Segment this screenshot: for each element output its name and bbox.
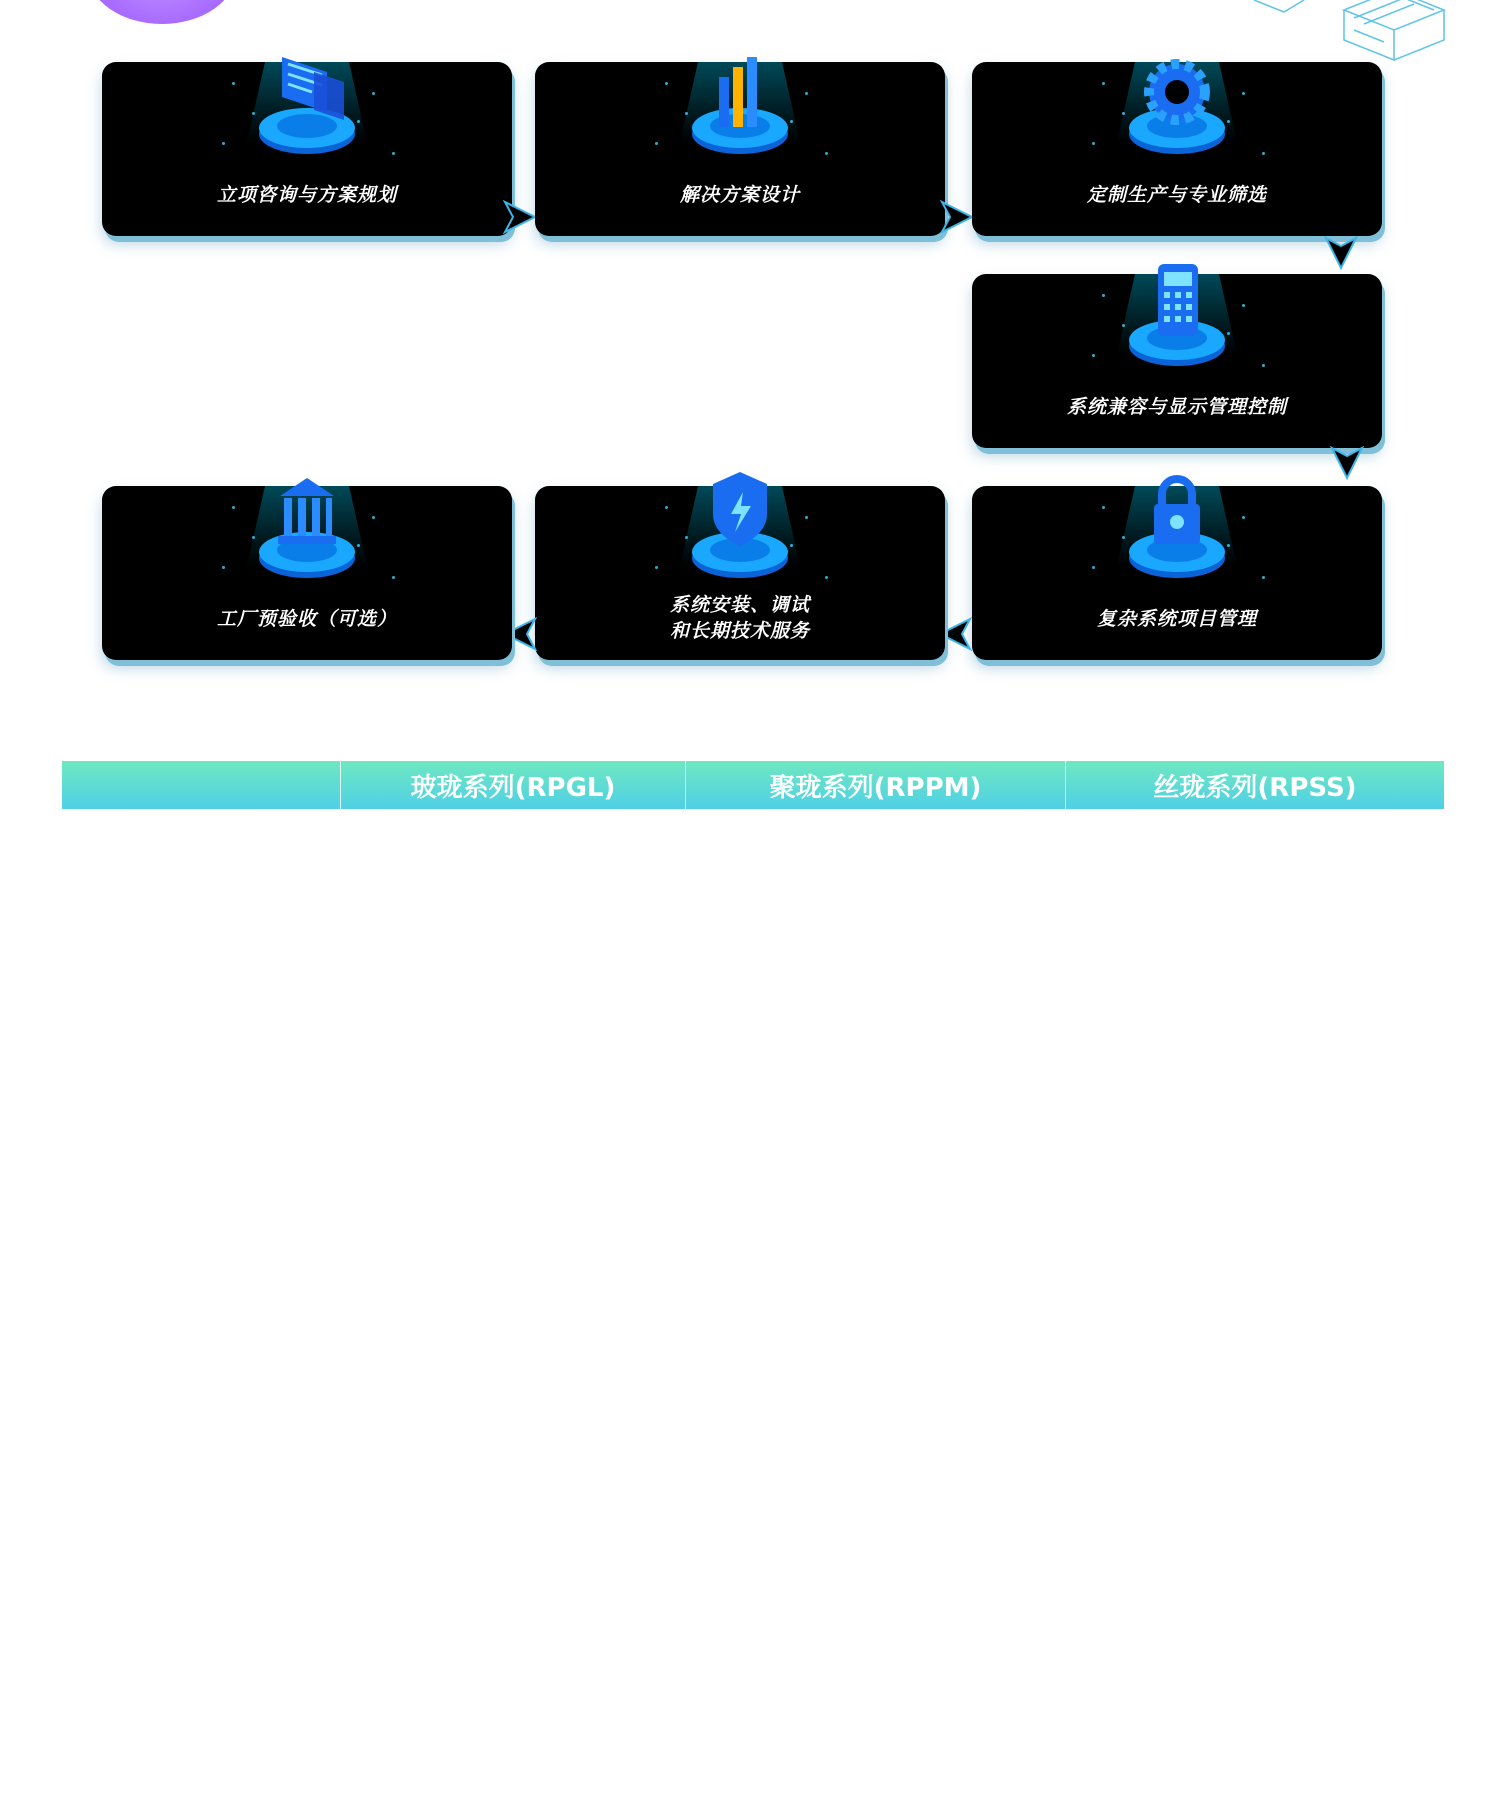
sparkle-dot xyxy=(790,120,793,123)
sparkle-dot xyxy=(1242,516,1245,519)
product-series-table-header xyxy=(62,761,1444,809)
sparkle-dot xyxy=(1102,294,1105,297)
sparkle-dot xyxy=(232,82,235,85)
sparkle-dot xyxy=(372,516,375,519)
sparkle-dot xyxy=(1092,142,1095,145)
decorative-blob xyxy=(88,0,236,24)
sparkle-dot xyxy=(825,576,828,579)
wireframe-boxes-decoration xyxy=(1244,0,1454,68)
step-label-line2: 和长期技术服务 xyxy=(669,620,810,642)
step-card-system-compat xyxy=(972,274,1382,448)
sparkle-dot xyxy=(1122,112,1125,115)
sparkle-dot xyxy=(1262,364,1265,367)
sparkle-dot xyxy=(1262,576,1265,579)
step-card-production xyxy=(972,62,1382,236)
sparkle-dot xyxy=(1227,544,1230,547)
step-card-project-management xyxy=(972,486,1382,660)
sparkle-dot xyxy=(1102,506,1105,509)
sparkle-dot xyxy=(685,536,688,539)
sparkle-dot xyxy=(232,506,235,509)
phone-keypad-icon xyxy=(1122,254,1232,374)
step-label: 系统兼容与显示管理控制 xyxy=(1066,396,1287,418)
step-card-solution-design xyxy=(535,62,945,236)
sparkle-dot xyxy=(222,142,225,145)
sparkle-dot xyxy=(357,120,360,123)
step-label: 立项咨询与方案规划 xyxy=(216,184,397,206)
shield-lightning-icon xyxy=(685,466,795,586)
sparkle-dot xyxy=(685,112,688,115)
sparkle-dot xyxy=(1227,120,1230,123)
sparkle-dot xyxy=(1242,304,1245,307)
padlock-icon xyxy=(1122,466,1232,586)
sparkle-dot xyxy=(222,566,225,569)
arrow-down-icon xyxy=(1324,236,1358,270)
sparkle-dot xyxy=(252,536,255,539)
sparkle-dot xyxy=(357,544,360,547)
step-card-factory-acceptance xyxy=(102,486,512,660)
sparkle-dot xyxy=(1227,332,1230,335)
sparkle-dot xyxy=(252,112,255,115)
step-label: 定制生产与专业筛选 xyxy=(1086,184,1267,206)
sparkle-dot xyxy=(392,152,395,155)
sparkle-dot xyxy=(825,152,828,155)
sparkle-dot xyxy=(665,506,668,509)
step-label xyxy=(535,592,945,644)
sparkle-dot xyxy=(372,92,375,95)
step-card-installation xyxy=(535,486,945,660)
sparkle-dot xyxy=(805,516,808,519)
table-header-cell-rpgl: 玻珑系列(RPGL) xyxy=(341,761,686,809)
sparkle-dot xyxy=(1122,536,1125,539)
sparkle-dot xyxy=(1102,82,1105,85)
bank-building-icon xyxy=(252,466,362,586)
step-card-consulting xyxy=(102,62,512,236)
sparkle-dot xyxy=(1262,152,1265,155)
table-header-cell-empty xyxy=(62,761,341,809)
sparkle-dot xyxy=(1092,354,1095,357)
sparkle-dot xyxy=(1092,566,1095,569)
arrow-right-icon xyxy=(503,200,537,234)
sparkle-dot xyxy=(665,82,668,85)
step-label: 复杂系统项目管理 xyxy=(1096,608,1257,630)
sparkle-dot xyxy=(655,566,658,569)
sparkle-dot xyxy=(1122,324,1125,327)
gear-icon xyxy=(1122,42,1232,162)
step-label-line1: 系统安装、调试 xyxy=(669,594,810,616)
arrow-right-icon xyxy=(940,200,974,234)
step-label: 解决方案设计 xyxy=(679,184,800,206)
table-header-cell-rpss: 丝珑系列(RPSS) xyxy=(1153,772,1357,803)
bar-chart-icon xyxy=(685,42,795,162)
sparkle-dot xyxy=(805,92,808,95)
table-header-cell-rppm: 聚珑系列(RPPM) xyxy=(686,761,1066,809)
sparkle-dot xyxy=(790,544,793,547)
arrow-down-icon xyxy=(1330,446,1364,480)
sparkle-dot xyxy=(655,142,658,145)
sparkle-dot xyxy=(392,576,395,579)
step-label: 工厂预验收（可选） xyxy=(216,608,397,630)
sparkle-dot xyxy=(1242,92,1245,95)
chat-bubbles-icon xyxy=(252,42,362,162)
